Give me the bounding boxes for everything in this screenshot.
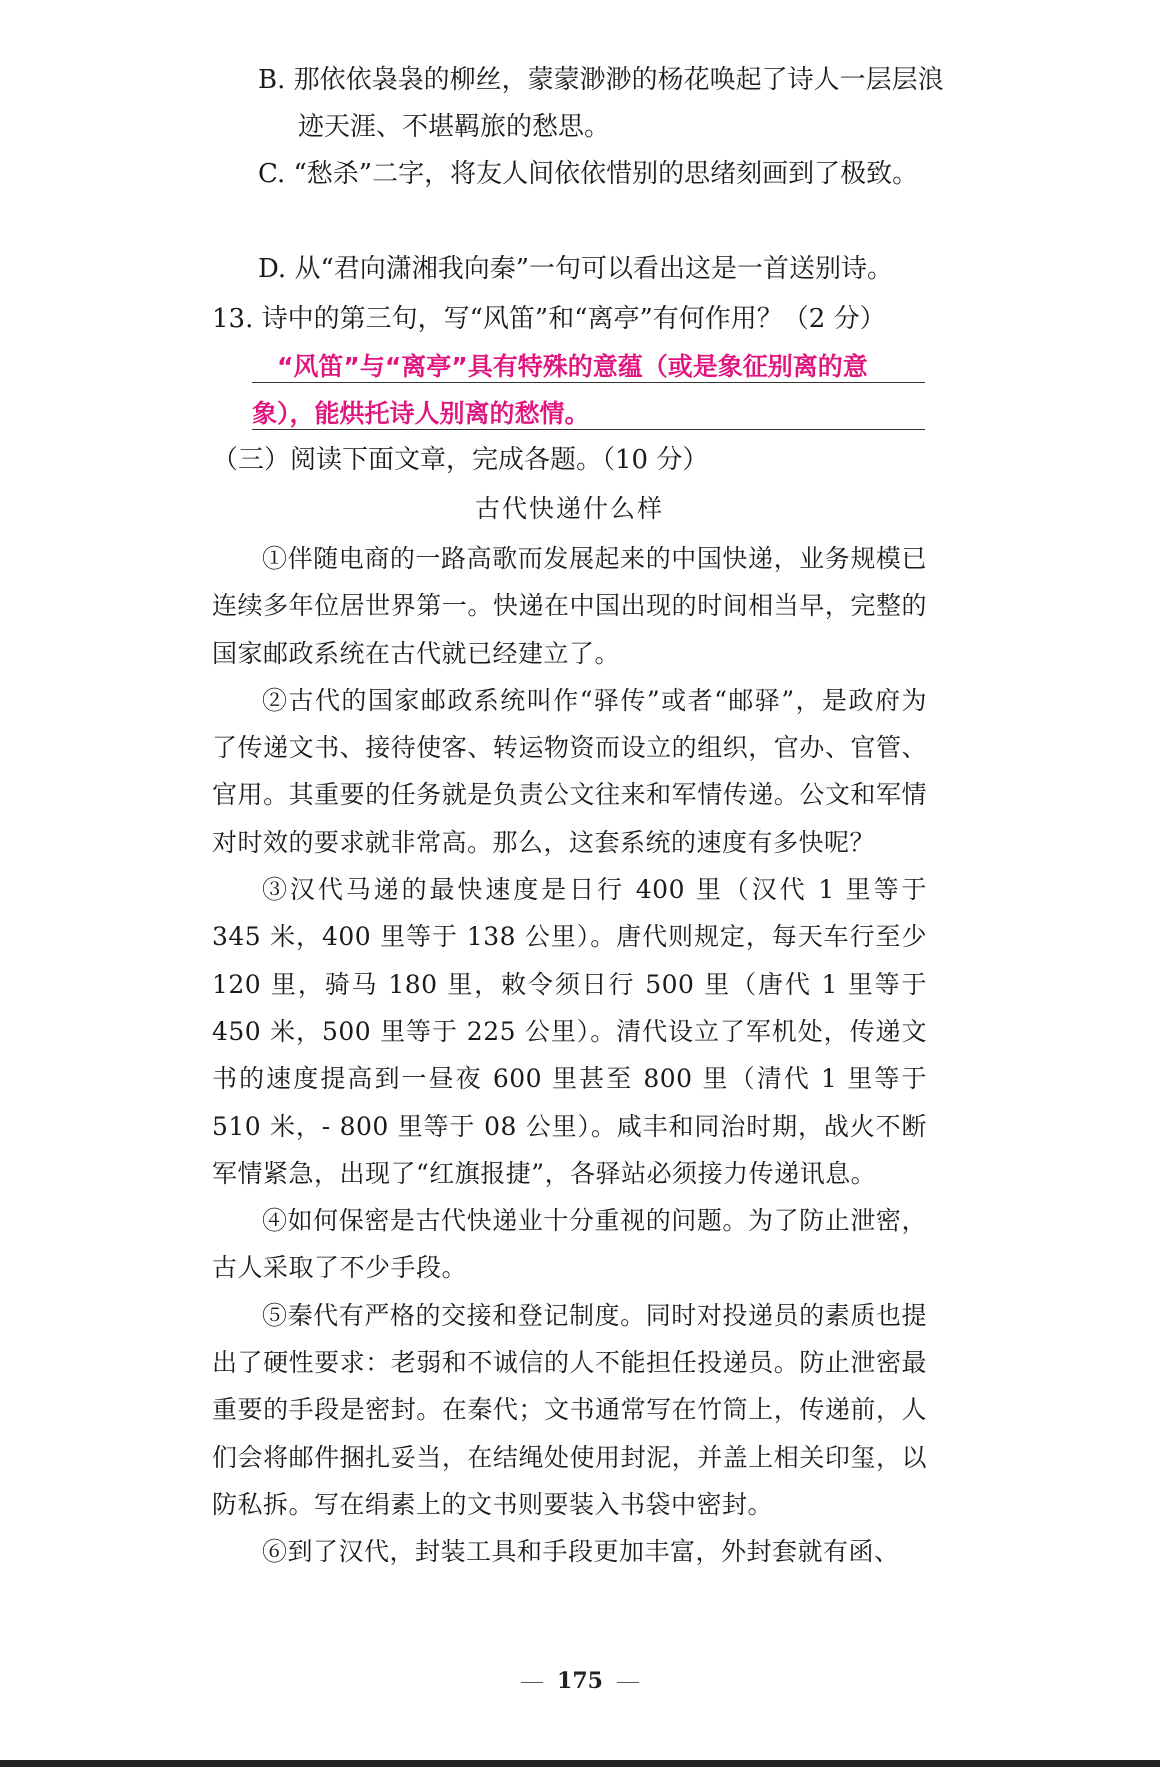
- paragraph-5: ⑤秦代有严格的交接和登记制度。同时对投递员的素质也提出了硬性要求：老弱和不诚信的人不能担任投递员。防止泄密最重要的手段是密封。在秦代；文书通常写在竹筒上，传递前，人们会将邮件捆扎妥当，在结绳处使用封泥，并盖上相关印玺，以防私拆。写在绢素上的文书则要装入书袋中密封。: [212, 1300, 927, 1519]
- bottom-bar: [0, 1760, 1160, 1767]
- option-d: D. 从“君向潇湘我向秦”一句可以看出这是一首送别诗。: [258, 254, 894, 284]
- paragraph-4: ④如何保密是古代快递业十分重视的问题。为了防止泄密，古人采取了不少手段。: [212, 1206, 927, 1283]
- answer-underline-2: [252, 429, 925, 430]
- section-heading: （三）阅读下面文章，完成各题。（10 分）: [212, 445, 709, 475]
- answer-13: “风笛”与“离亭”具有特殊的意蕴（或是象征别离的意象），能烘托诗人别离的愁情。: [252, 352, 868, 428]
- page-number-value: 175: [557, 1668, 603, 1694]
- article-title: 古代快递什么样: [474, 494, 664, 523]
- paragraph-3: ③汉代马递的最快速度是日行 400 里（汉代 1 里等于 345 米，400 里等于 138 公里）。唐代则规定，每天车行至少 120 里，骑马 180 里，敕令须日行 500 里（唐代 1 里等于 450 米，500 里等于 225 公里）。清代设立了军机处，传递文书的速度提高到一昼夜 600 里甚至 800 里（清代 1 里等于 510 米，- 800 里等于 08 公里）。咸丰和同治时期，战火不断军情紧急，出现了“红旗报捷”，各驿站必须接力传递讯息。: [212, 875, 927, 1188]
- page-number-dash-right: [617, 1682, 639, 1683]
- page-number: [0, 1668, 1160, 1694]
- paragraph-6: ⑥到了汉代，封装工具和手段更加丰富，外封套就有函、: [262, 1537, 900, 1567]
- paragraph-1: ①伴随电商的一路高歌而发展起来的中国快递，业务规模已连续多年位居世界第一。快递在中国出现的时间相当早，完整的国家邮政系统在古代就已经建立了。: [212, 544, 927, 668]
- paragraph-2: ②古代的国家邮政系统叫作“驿传”或者“邮驿”，是政府为了传递文书、接待使客、转运物资而设立的组织，官办、官管、官用。其重要的任务就是负责公文往来和军情传递。公文和军情对时效的要求就非常高。那么，这套系统的速度有多快呢？: [212, 685, 927, 857]
- option-b: B. 那依依袅袅的柳丝，蒙蒙渺渺的杨花唤起了诗人一层层浪迹天涯、不堪羁旅的愁思。: [258, 65, 944, 142]
- answer-underline-1: [252, 382, 925, 383]
- page-number-dash-left: [521, 1682, 543, 1683]
- article-body: [212, 535, 927, 1576]
- option-c: C. “愁杀”二字，将友人间依依惜别的思绪刻画到了极致。: [258, 159, 919, 189]
- question-13: 13. 诗中的第三句，写“风笛”和“离亭”有何作用？（2 分）: [212, 304, 886, 334]
